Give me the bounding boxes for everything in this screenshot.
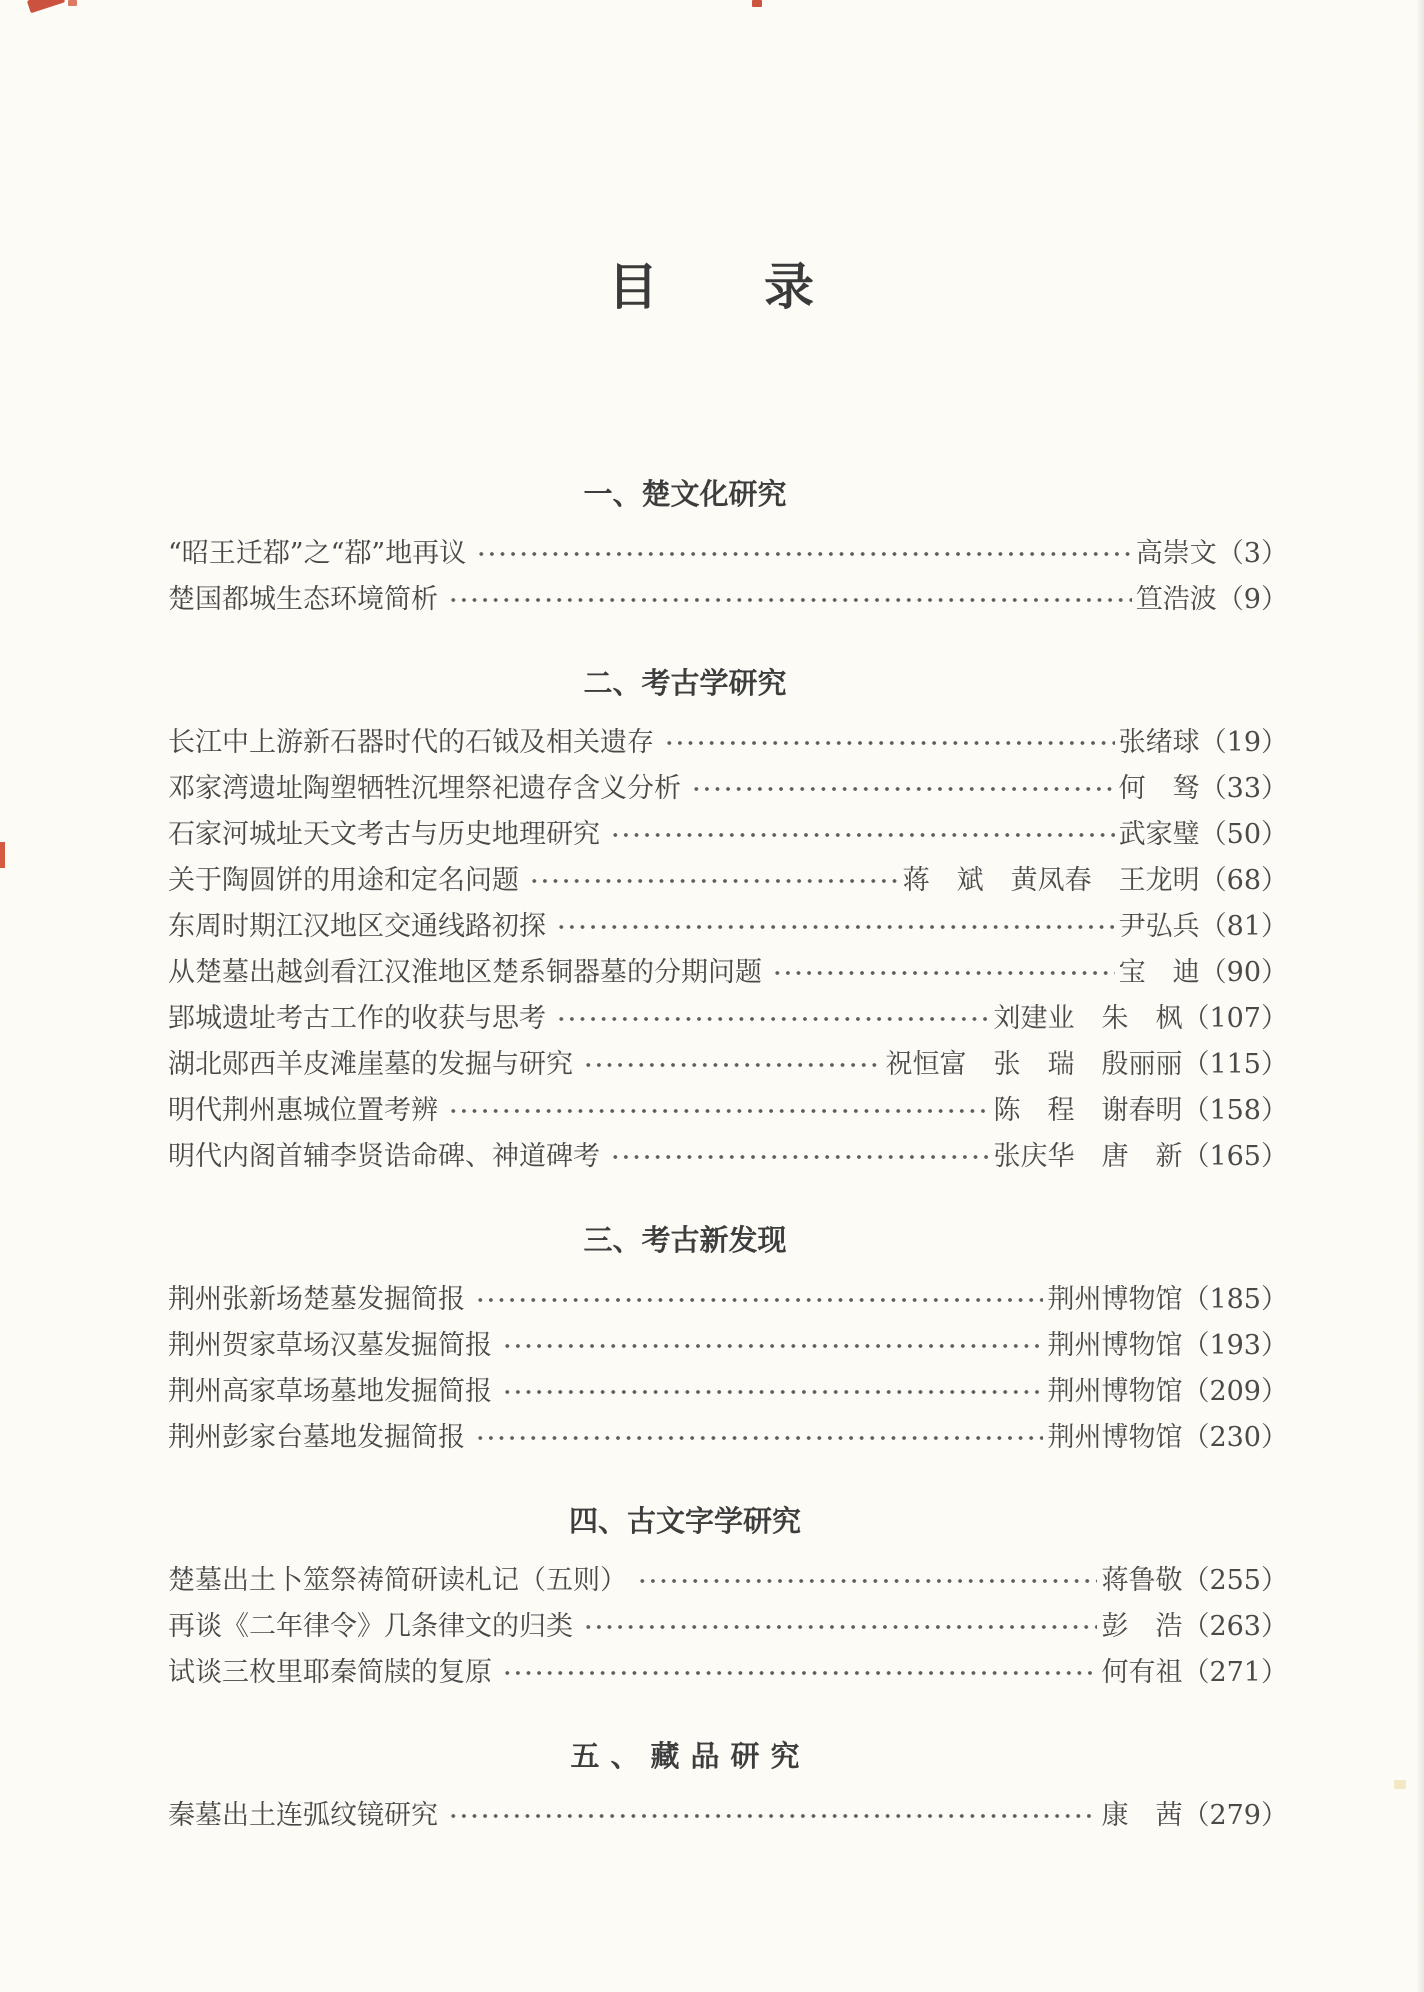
entry-page-number: （50） [1199,819,1288,850]
dot-leader [475,1415,1043,1461]
dot-leader [664,720,1115,766]
section-archaeology [168,665,1288,1180]
entry-title: “昭王迁鄀”之“鄀”地再议 [168,538,467,569]
toc-entry [168,1650,1288,1696]
toc-entry [168,1134,1288,1180]
entry-authors: 蒋 斌 黄凤春 王龙明 [902,865,1200,896]
entry-page-number: （209） [1182,1376,1288,1407]
toc-entry [168,531,1288,577]
dot-leader [475,1277,1043,1323]
section-new-discoveries [168,1222,1288,1461]
table-of-contents [168,476,1288,1839]
toc-entry [168,1415,1288,1461]
entry-title: 再谈《二年律令》几条律文的归类 [168,1611,573,1642]
dot-leader [583,1042,881,1088]
entry-page-number: （81） [1199,911,1288,942]
entry-authors: 荆州博物馆 [1047,1422,1183,1453]
entry-authors: 彭 浩 [1101,1611,1183,1642]
scan-artifact-top-center [752,0,762,7]
entry-authors: 尹弘兵 [1118,911,1200,942]
entry-authors: 武家璧 [1118,819,1200,850]
dot-leader [502,1369,1043,1415]
entry-authors: 何有祖 [1101,1657,1183,1688]
entry-page-number: （255） [1182,1565,1288,1596]
entry-page-number: （230） [1182,1422,1288,1453]
entry-authors: 祝恒富 张 瑞 殷丽丽 [885,1049,1183,1080]
entry-title: 荆州高家草场墓地发掘简报 [168,1376,492,1407]
entry-authors: 张庆华 唐 新 [993,1141,1183,1172]
entry-title: 东周时期江汉地区交通线路初探 [168,911,546,942]
entry-title: 楚墓出土卜筮祭祷简研读札记（五则） [168,1565,627,1596]
dot-leader [610,812,1115,858]
entry-authors: 蒋鲁敬 [1101,1565,1183,1596]
dot-leader [637,1558,1097,1604]
entry-page-number: （3） [1216,538,1288,569]
entry-title: 楚国都城生态环境简析 [168,584,438,615]
toc-entry [168,858,1288,904]
toc-entry [168,577,1288,623]
dot-leader [556,904,1115,950]
entry-title: 明代荆州惠城位置考辨 [168,1095,438,1126]
entry-page-number: （193） [1182,1330,1288,1361]
entry-title: 关于陶圆饼的用途和定名问题 [168,865,519,896]
entry-authors: 何 驽 [1118,773,1200,804]
entry-title: 荆州张新场楚墓发掘简报 [168,1284,465,1315]
section-header: 三、考古新发现 [583,1225,787,1257]
toc-entry [168,1277,1288,1323]
toc-entry [168,1042,1288,1088]
entry-page-number: （279） [1182,1800,1288,1831]
entry-title: 郢城遗址考古工作的收获与思考 [168,1003,546,1034]
toc-entry [168,904,1288,950]
entry-authors: 笪浩波 [1135,584,1217,615]
toc-entry [168,1604,1288,1650]
toc-entry [168,1088,1288,1134]
entry-page-number: （263） [1182,1611,1288,1642]
toc-entry [168,720,1288,766]
entry-page-number: （185） [1182,1284,1288,1315]
toc-entry [168,1793,1288,1839]
entry-authors: 宝 迪 [1118,957,1200,988]
entry-title: 长江中上游新石器时代的石钺及相关遗存 [168,727,654,758]
dot-leader [772,950,1115,996]
entry-authors: 荆州博物馆 [1047,1284,1183,1315]
entry-page-number: （90） [1199,957,1288,988]
entry-title: 荆州彭家台墓地发掘简报 [168,1422,465,1453]
dot-leader [610,1134,989,1180]
dot-leader [448,1088,989,1134]
scan-artifact-bottom-right [1394,1780,1406,1789]
entry-title: 明代内阁首辅李贤诰命碑、神道碑考 [168,1141,600,1172]
dot-leader [691,766,1115,812]
entry-authors: 荆州博物馆 [1047,1376,1183,1407]
toc-entry [168,1558,1288,1604]
dot-leader [476,531,1132,577]
section-header: 二、考古学研究 [583,668,787,700]
section-header: 一、楚文化研究 [583,479,787,511]
dot-leader [556,996,989,1042]
section-header: 四、古文字学研究 [568,1506,801,1538]
entry-title: 荆州贺家草场汉墓发掘简报 [168,1330,492,1361]
entry-title: 石家河城址天文考古与历史地理研究 [168,819,600,850]
section-header-text: 五、藏品研究 [570,1741,811,1773]
entry-title: 秦墓出土连弧纹镜研究 [168,1800,438,1831]
scan-artifact-top-left-2 [68,0,77,6]
entry-authors: 陈 程 谢春明 [993,1095,1183,1126]
section-header [168,1738,1202,1776]
toc-entry [168,950,1288,996]
entry-page-number: （19） [1199,727,1288,758]
dot-leader [502,1650,1097,1696]
entry-title: 湖北郧西羊皮滩崖墓的发掘与研究 [168,1049,573,1080]
entry-title: 邓家湾遗址陶塑牺牲沉埋祭祀遗存含义分析 [168,773,681,804]
entry-title: 从楚墓出越剑看江汉淮地区楚系铜器墓的分期问题 [168,957,762,988]
entry-page-number: （158） [1182,1095,1288,1126]
dot-leader [448,1793,1097,1839]
dot-leader [583,1604,1097,1650]
toc-entry [168,1369,1288,1415]
entry-page-number: （271） [1182,1657,1288,1688]
dot-leader [502,1323,1043,1369]
scan-artifact-left-edge [0,842,5,868]
entry-authors: 张绪球 [1118,727,1200,758]
dot-leader [448,577,1132,623]
entry-page-number: （107） [1182,1003,1288,1034]
toc-entry [168,1323,1288,1369]
section-collection-studies [168,1738,1288,1839]
toc-entry [168,766,1288,812]
entry-page-number: （115） [1182,1049,1288,1080]
entry-page-number: （9） [1216,584,1288,615]
dot-leader [529,858,899,904]
toc-entry [168,812,1288,858]
page-title: 目 录 [608,257,816,316]
entry-title: 试谈三枚里耶秦简牍的复原 [168,1657,492,1688]
entry-page-number: （68） [1199,865,1288,896]
section-chu-culture [168,476,1288,623]
entry-authors: 康 茜 [1101,1800,1183,1831]
section-paleography [168,1503,1288,1696]
entry-authors: 刘建业 朱 枫 [993,1003,1183,1034]
entry-authors: 荆州博物馆 [1047,1330,1183,1361]
entry-authors: 高崇文 [1135,538,1217,569]
entry-page-number: （33） [1199,773,1288,804]
scan-edge-shadow [1416,0,1424,1992]
entry-page-number: （165） [1182,1141,1288,1172]
toc-entry [168,996,1288,1042]
